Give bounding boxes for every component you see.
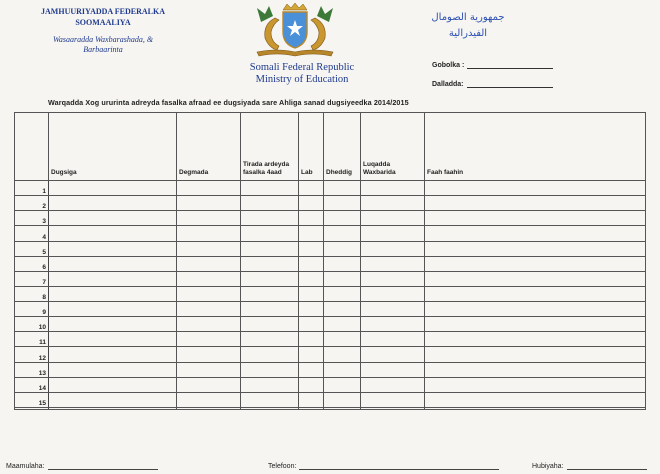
- row-number: 12: [15, 347, 49, 362]
- cell-dheddig[interactable]: [324, 392, 361, 407]
- ministry-name-somali-line1: Wasaaradda Waxbarashada, &: [52, 35, 154, 44]
- form-title: Warqadda Xog ururinta adreyda fasalka afraad ee dugsiyada sare Ahliga sanad dugsiyeedka 2014/2015: [48, 98, 409, 107]
- ministry-name-english: Ministry of Education: [255, 74, 349, 85]
- row-number: 11: [15, 332, 49, 347]
- cell-tirada[interactable]: [241, 241, 299, 256]
- header-faah-faahin: Faah faahin: [425, 113, 646, 181]
- cell-lab[interactable]: [299, 181, 324, 196]
- cell-degmada[interactable]: [177, 407, 241, 409]
- cell-dheddig[interactable]: [324, 286, 361, 301]
- cell-degmada[interactable]: [177, 256, 241, 271]
- gobolka-label: Gobolka :: [432, 62, 465, 69]
- cell-dheddig[interactable]: [324, 256, 361, 271]
- cell-tirada[interactable]: [241, 332, 299, 347]
- cell-dheddig[interactable]: [324, 332, 361, 347]
- cell-luqadda[interactable]: [361, 362, 425, 377]
- dalladda-field[interactable]: [432, 79, 553, 88]
- row-number: 3: [15, 211, 49, 226]
- cell-luqadda[interactable]: [361, 332, 425, 347]
- cell-lab[interactable]: [299, 392, 324, 407]
- cell-luqadda[interactable]: [361, 196, 425, 211]
- cell-degmada[interactable]: [177, 392, 241, 407]
- cell-faah-faahin[interactable]: [425, 362, 646, 377]
- cell-luqadda[interactable]: [361, 377, 425, 392]
- cell-dugsiga[interactable]: [49, 407, 177, 409]
- cell-faah-faahin[interactable]: [425, 271, 646, 286]
- republic-name-somali-line2: SOOMAALIYA: [75, 18, 131, 27]
- table-row: [15, 241, 646, 256]
- cell-lab[interactable]: [299, 347, 324, 362]
- row-number: 15: [15, 392, 49, 407]
- cell-degmada[interactable]: [177, 271, 241, 286]
- cell-degmada[interactable]: [177, 317, 241, 332]
- cell-degmada[interactable]: [177, 196, 241, 211]
- row-number: 13: [15, 362, 49, 377]
- cell-degmada[interactable]: [177, 332, 241, 347]
- footer-hubiyaha[interactable]: [532, 462, 647, 470]
- cell-lab[interactable]: [299, 226, 324, 241]
- cell-faah-faahin[interactable]: [425, 407, 646, 409]
- cell-luqadda[interactable]: [361, 286, 425, 301]
- coat-of-arms-icon: [247, 2, 343, 58]
- cell-faah-faahin[interactable]: [425, 347, 646, 362]
- republic-name-arabic-line1: جمهورية الصومال: [431, 12, 505, 23]
- cell-tirada[interactable]: [241, 317, 299, 332]
- cell-faah-faahin[interactable]: [425, 226, 646, 241]
- cell-tirada[interactable]: [241, 181, 299, 196]
- table-row: [15, 332, 646, 347]
- header-row-number: [15, 113, 49, 181]
- header-luqadda: Luqadda Waxbarida: [361, 113, 425, 181]
- table-row: [15, 256, 646, 271]
- cell-faah-faahin[interactable]: [425, 377, 646, 392]
- cell-dheddig[interactable]: [324, 196, 361, 211]
- cell-tirada[interactable]: [241, 377, 299, 392]
- gobolka-field[interactable]: [432, 60, 553, 69]
- row-number: 14: [15, 377, 49, 392]
- header-right: [418, 10, 518, 42]
- dalladda-input-line[interactable]: [467, 79, 553, 88]
- telefoon-input-line[interactable]: [299, 462, 499, 470]
- cell-dheddig[interactable]: [324, 181, 361, 196]
- cell-lab[interactable]: [299, 211, 324, 226]
- cell-tirada[interactable]: [241, 286, 299, 301]
- row-number: 8: [15, 286, 49, 301]
- cell-luqadda[interactable]: [361, 271, 425, 286]
- cell-dugsiga[interactable]: [49, 332, 177, 347]
- header-degmada: Degmada: [177, 113, 241, 181]
- cell-faah-faahin[interactable]: [425, 211, 646, 226]
- cell-luqadda[interactable]: [361, 347, 425, 362]
- cell-lab[interactable]: [299, 407, 324, 409]
- cell-dugsiga[interactable]: [49, 347, 177, 362]
- cell-faah-faahin[interactable]: [425, 256, 646, 271]
- cell-luqadda[interactable]: [361, 256, 425, 271]
- header-dheddig: Dheddig: [324, 113, 361, 181]
- table-row: [15, 211, 646, 226]
- cell-faah-faahin[interactable]: [425, 286, 646, 301]
- cell-tirada[interactable]: [241, 196, 299, 211]
- hubiyaha-label: Hubiyaha:: [532, 463, 564, 470]
- republic-name-english: Somali Federal Republic: [249, 62, 355, 73]
- table-row: [15, 286, 646, 301]
- cell-dugsiga[interactable]: [49, 377, 177, 392]
- cell-degmada[interactable]: [177, 211, 241, 226]
- cell-faah-faahin[interactable]: [425, 302, 646, 317]
- cell-dugsiga[interactable]: [49, 271, 177, 286]
- cell-degmada[interactable]: [177, 241, 241, 256]
- footer-maamulaha[interactable]: [6, 462, 158, 470]
- table-row: [15, 317, 646, 332]
- table-row: [15, 377, 646, 392]
- cell-dheddig[interactable]: [324, 211, 361, 226]
- cell-lab[interactable]: [299, 317, 324, 332]
- cell-luqadda[interactable]: [361, 392, 425, 407]
- cell-tirada[interactable]: [241, 392, 299, 407]
- cell-dugsiga[interactable]: [49, 317, 177, 332]
- cell-tirada[interactable]: [241, 407, 299, 409]
- dalladda-label: Dalladda:: [432, 81, 464, 88]
- row-number: 5: [15, 241, 49, 256]
- cell-lab[interactable]: [299, 377, 324, 392]
- telefoon-label: Telefoon:: [268, 463, 297, 470]
- cell-degmada[interactable]: [177, 377, 241, 392]
- row-number: 1: [15, 181, 49, 196]
- cell-lab[interactable]: [299, 256, 324, 271]
- table-body: [15, 181, 646, 410]
- cell-degmada[interactable]: [177, 362, 241, 377]
- cell-dheddig[interactable]: [324, 362, 361, 377]
- cell-dheddig[interactable]: [324, 271, 361, 286]
- cell-dugsiga[interactable]: [49, 211, 177, 226]
- cell-faah-faahin[interactable]: [425, 392, 646, 407]
- row-number: 2: [15, 196, 49, 211]
- table-row: [15, 347, 646, 362]
- cell-tirada[interactable]: [241, 271, 299, 286]
- table-row: [15, 392, 646, 407]
- row-number: 4: [15, 226, 49, 241]
- cell-luqadda[interactable]: [361, 211, 425, 226]
- table-row: [15, 362, 646, 377]
- cell-dheddig[interactable]: [324, 241, 361, 256]
- cell-tirada[interactable]: [241, 302, 299, 317]
- row-number: 10: [15, 317, 49, 332]
- cell-luqadda[interactable]: [361, 241, 425, 256]
- cell-luqadda[interactable]: [361, 317, 425, 332]
- data-collection-table: [14, 112, 646, 410]
- row-number: 9: [15, 302, 49, 317]
- header-center: [222, 62, 382, 86]
- republic-name-somali-line1: JAMHUURIYADDA FEDERALKA: [41, 7, 165, 16]
- cell-lab[interactable]: [299, 286, 324, 301]
- cell-dheddig[interactable]: [324, 226, 361, 241]
- cell-lab[interactable]: [299, 196, 324, 211]
- table-row: [15, 181, 646, 196]
- cell-lab[interactable]: [299, 332, 324, 347]
- table-row: [15, 196, 646, 211]
- cell-luqadda[interactable]: [361, 226, 425, 241]
- cell-dheddig[interactable]: [324, 317, 361, 332]
- cell-luqadda[interactable]: [361, 407, 425, 409]
- header-dugsiga: Dugsiga: [49, 113, 177, 181]
- gobolka-input-line[interactable]: [467, 60, 553, 69]
- cell-lab[interactable]: [299, 302, 324, 317]
- cell-luqadda[interactable]: [361, 181, 425, 196]
- row-number: 6: [15, 256, 49, 271]
- header-tirada: Tirada ardeyda fasalka 4aad: [241, 113, 299, 181]
- cell-faah-faahin[interactable]: [425, 181, 646, 196]
- table-row: [15, 407, 646, 409]
- cell-dugsiga[interactable]: [49, 302, 177, 317]
- cell-tirada[interactable]: [241, 256, 299, 271]
- cell-dugsiga[interactable]: [49, 196, 177, 211]
- table-row: [15, 271, 646, 286]
- cell-degmada[interactable]: [177, 302, 241, 317]
- cell-degmada[interactable]: [177, 347, 241, 362]
- header-lab: Lab: [299, 113, 324, 181]
- header-left: [28, 6, 178, 55]
- cell-dugsiga[interactable]: [49, 241, 177, 256]
- cell-dheddig[interactable]: [324, 407, 361, 409]
- cell-luqadda[interactable]: [361, 302, 425, 317]
- cell-dugsiga[interactable]: [49, 286, 177, 301]
- row-number: [15, 407, 49, 409]
- cell-dugsiga[interactable]: [49, 392, 177, 407]
- row-number: 7: [15, 271, 49, 286]
- cell-faah-faahin[interactable]: [425, 332, 646, 347]
- hubiyaha-input-line[interactable]: [567, 462, 647, 470]
- cell-tirada[interactable]: [241, 347, 299, 362]
- republic-name-arabic-line2: الفيدرالية: [448, 28, 488, 39]
- cell-faah-faahin[interactable]: [425, 196, 646, 211]
- cell-dugsiga[interactable]: [49, 362, 177, 377]
- footer-telefoon[interactable]: [268, 462, 499, 470]
- ministry-name-somali-line2: Barbaarinta: [83, 45, 123, 54]
- table-row: [15, 302, 646, 317]
- cell-degmada[interactable]: [177, 181, 241, 196]
- cell-tirada[interactable]: [241, 362, 299, 377]
- maamulaha-input-line[interactable]: [48, 462, 158, 470]
- cell-dugsiga[interactable]: [49, 226, 177, 241]
- maamulaha-label: Maamulaha:: [6, 463, 45, 470]
- cell-degmada[interactable]: [177, 226, 241, 241]
- cell-dheddig[interactable]: [324, 377, 361, 392]
- cell-dugsiga[interactable]: [49, 181, 177, 196]
- cell-faah-faahin[interactable]: [425, 241, 646, 256]
- cell-lab[interactable]: [299, 241, 324, 256]
- cell-degmada[interactable]: [177, 286, 241, 301]
- cell-faah-faahin[interactable]: [425, 317, 646, 332]
- table-header-row: [15, 113, 646, 181]
- cell-dheddig[interactable]: [324, 302, 361, 317]
- cell-lab[interactable]: [299, 362, 324, 377]
- cell-tirada[interactable]: [241, 226, 299, 241]
- cell-lab[interactable]: [299, 271, 324, 286]
- table-row: [15, 226, 646, 241]
- cell-tirada[interactable]: [241, 211, 299, 226]
- cell-dheddig[interactable]: [324, 347, 361, 362]
- cell-dugsiga[interactable]: [49, 256, 177, 271]
